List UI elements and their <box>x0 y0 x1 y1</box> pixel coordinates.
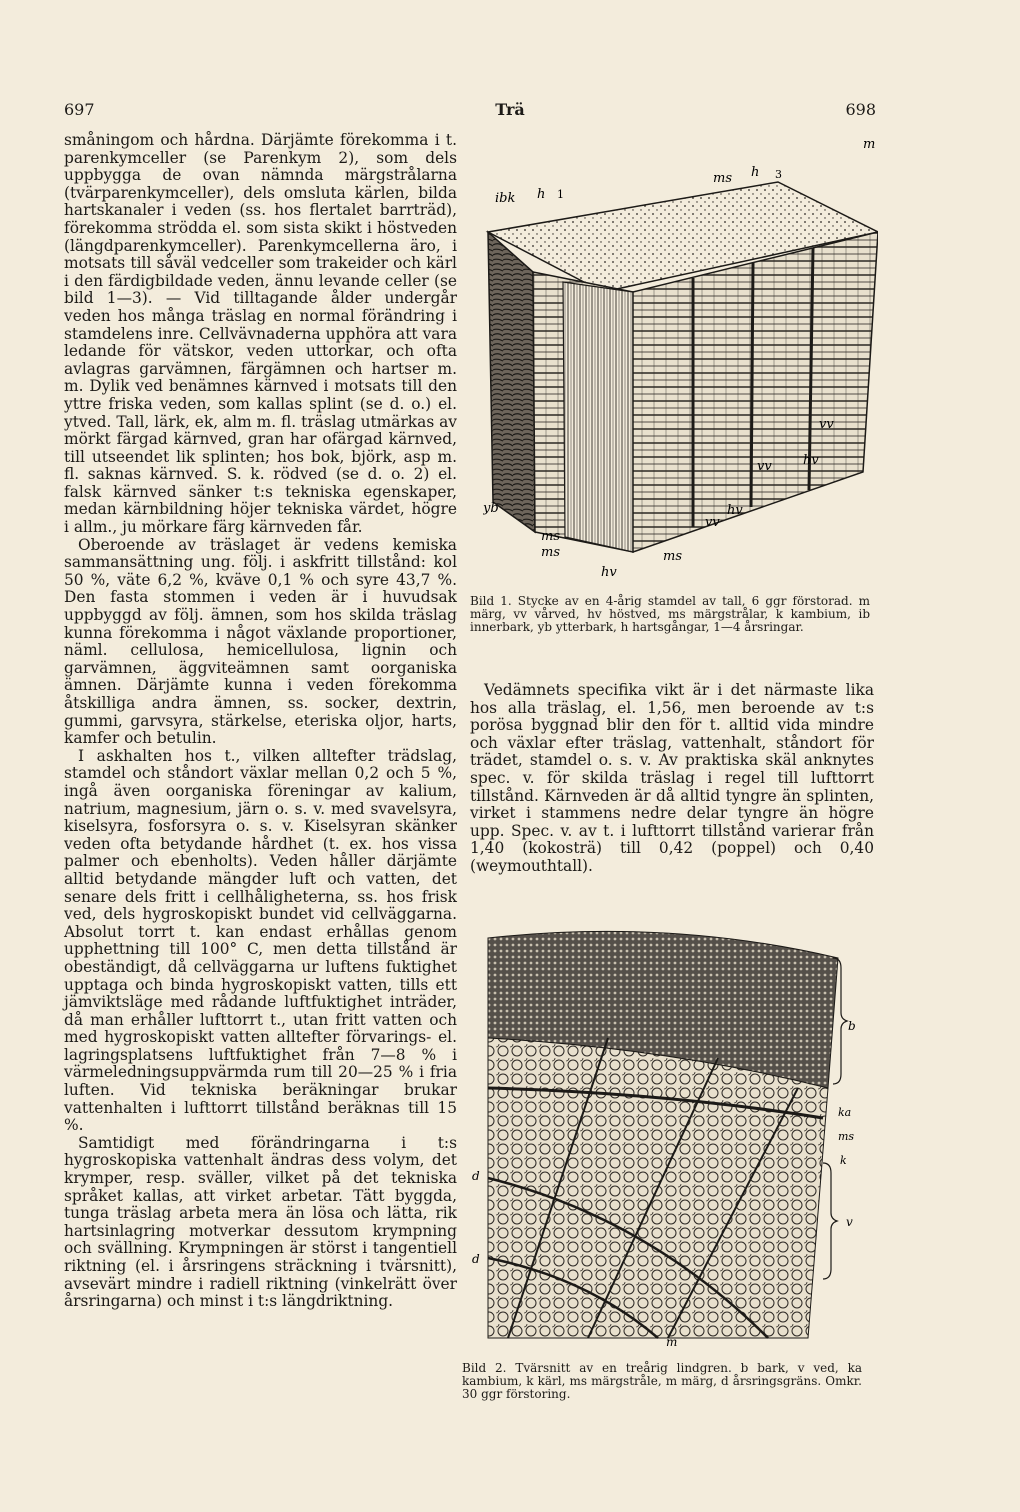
paragraph: Vedämnets specifika vikt är i det närmaste lika hos alla träslag, el. 1,56, men beroende av t:s porösa byggnad blir den för t. alltid vida mindre och växlar efter träslag, vattenhalt, ståndort för trädet, stamdel o. s. v. Av praktiska skäl anknytes spec. v. för skilda träslag i regel till lufttorrt tillstånd. Kärnveden är då alltid tyngre än splinten, virket i stammens nedre delar tyngre än högre upp. Spec. v. av t. i lufttorrt tillstånd varierar från 1,40 (kokosträ) till 0,42 (poppel) och 0,40 (weymouthtall). <box>470 681 874 875</box>
fig1-label: hv <box>727 503 743 518</box>
figure1-caption: Bild 1. Stycke av en 4-årig stamdel av tall, 6 ggr förstorad. m märg, vv vårved, hv höstved, ms märgstrålar, k kambium, ib innerbark, yb ytterbark, h hartsgångar, 1—4 årsringar. <box>470 594 870 634</box>
fig1-label: h <box>751 165 760 180</box>
fig1-label: yb <box>483 501 499 516</box>
left-text-column <box>64 132 457 1311</box>
paragraph: småningom och hårdna. Därjämte förekomma i t. parenkymceller (se Parenkym 2), som dels uppbygga de ovan nämnda märgstrålarna (tvärparenkymceller), dels omsluta kärlen, bilda hartskanaler i veden (ss. hos flertalet barrträd), förekomma strödda el. som sista skikt i höstveden (längdparenkymceller). Parenkymcellerna äro, i motsats till såväl vedceller som trakeider och kärl i den färdigbildade veden, ännu levande celler (se bild 1—3). — Vid tilltagande ålder undergår veden hos många träslag en normal förändring i stamdelens inre. Cellvävnaderna upphöra att vara ledande för vätskor, veden uttorkar, och ofta avlagras garvämnen, färgämnen och hartser m. m. Dylik ved benämnes kärnved i motsats till den yttre friska veden, som kallas splint (se d. o.) el. ytved. Tall, lärk, ek, alm m. fl. träslag utmärkas av mörkt färgad kärnved, gran har ofärgad kärnved, till utseendet lik splinten; hos bok, björk, asp m. fl. saknas kärnved. S. k. rödved (se d. o. 2) el. falsk kärnved sänker t:s tekniska egenskaper, medan kärnbildning höjer tekniska värdet, högre i allm., ju mörkare färg kärnveden får. <box>64 131 457 537</box>
fig2-label: v <box>846 1215 853 1229</box>
paragraph: Oberoende av träslaget är vedens kemiska sammansättning ung. följ. i askfritt tillstånd: kol 50 %, väte 6,2 %, kväve 0,1 % och syre 43,7 %. Den fasta stommen i veden är i huvudsak uppbyggd av följ. ämnen, som hos skilda träslag kunna förekomma i något växlande proportioner, näml. cellulosa, hemicellulosa, lignin och garvämnen, äggviteämnen samt oorganiska ämnen. Därjämte kunna i veden förekomma åtskilliga andra ämnen, ss. socker, dextrin, gummi, garvsyra, stärkelse, eteriska oljor, harts, kamfer och betulin. <box>64 535 457 748</box>
fig1-label: vv <box>757 459 772 474</box>
right-page-number: 698 <box>845 100 876 119</box>
wood-block-illustration <box>483 132 878 590</box>
figure-pine-wood-block <box>483 132 878 590</box>
page-title: Trä <box>495 100 525 119</box>
fig1-label: vv <box>819 417 834 432</box>
fig2-label: ms <box>838 1130 855 1143</box>
fig1-label: 1 <box>557 188 564 201</box>
fig1-label: m <box>863 137 876 152</box>
left-page-number: 697 <box>64 100 95 119</box>
fig2-label: d <box>472 1169 480 1183</box>
fig2-label: k <box>840 1154 847 1167</box>
paragraph: I askhalten hos t., vilken alltefter trädslag, stamdel och ståndort växlar mellan 0,2 och 5 %, ingå även oorganiska föreningar av kalium, natrium, magnesium, järn o. s. v. med svavelsyra, kiselsyra, fosforsyra o. s. v. Kiselsyran skänker veden ofta betydande hårdhet (t. ex. hos vissa palmer och ebenholts). Veden håller därjämte alltid betydande mängder luft och vatten, det senare dels fritt i cellhåligheterna, ss. hos frisk ved, dels hygroskopiskt bundet vid cellväggarna. Absolut torrt t. kan endast erhållas genom upphettning till 100° C, men detta tillstånd är obeständigt, då cellväggarna ur luftens fuktighet upptaga och binda hygroskopiskt vatten, tills ett jämviktsläge med rådande luftfuktighet inträder, då man erhåller lufttorrt t., utan fritt vatten och med hygroskopiskt vatten alltefter förvarings- el. lagringsplatsens luftfuktighet från 7—8 % i värmeledningsuppvärmda rum till 20—25 % i fria luften. Vid tekniska beräkningar brukar vattenhalten i lufttorrt tillstånd beräknas till 15 %. <box>64 746 457 1135</box>
fig1-label: 3 <box>775 168 782 181</box>
cross-section-illustration <box>468 918 878 1348</box>
fig1-label: hv <box>803 453 819 468</box>
right-text-column <box>470 682 874 876</box>
fig1-label: ms <box>541 529 560 544</box>
fig1-label: vv <box>705 515 720 530</box>
fig2-label: ka <box>838 1106 852 1119</box>
figure2-caption: Bild 2. Tvärsnitt av en treårig lindgren. b bark, v ved, ka kambium, k kärl, ms märgstråle, m märg, d årsringsgräns. Omkr. 30 ggr förstoring. <box>462 1361 862 1401</box>
fig2-label: b <box>848 1019 856 1033</box>
fig2-label: m <box>666 1335 678 1348</box>
fig1-label: ms <box>541 545 560 560</box>
fig1-label: hv <box>601 565 617 580</box>
fig1-label: h <box>537 187 546 202</box>
figure-linden-cross-section <box>468 918 878 1348</box>
paragraph: Samtidigt med förändringarna i t:s hygroskopiska vattenhalt ändras dess volym, det krymper, resp. sväller, vilket på det tekniska språket kallas, att virket arbetar. Tätt byggda, tunga träslag arbeta mera än lösa och lätta, rik hartsinlagring motverkar dessutom krympning och svällning. Krympningen är störst i tangentiell riktning (el. i årsringens sträckning i tvärsnitt), avsevärt mindre i radiell riktning (vinkelrätt över årsringarna) och minst i t:s längdriktning. <box>64 1133 457 1311</box>
fig1-label: ms <box>713 171 732 186</box>
fig1-label: ibk <box>495 191 516 206</box>
fig2-label: d <box>472 1252 480 1266</box>
fig1-label: ms <box>663 549 682 564</box>
